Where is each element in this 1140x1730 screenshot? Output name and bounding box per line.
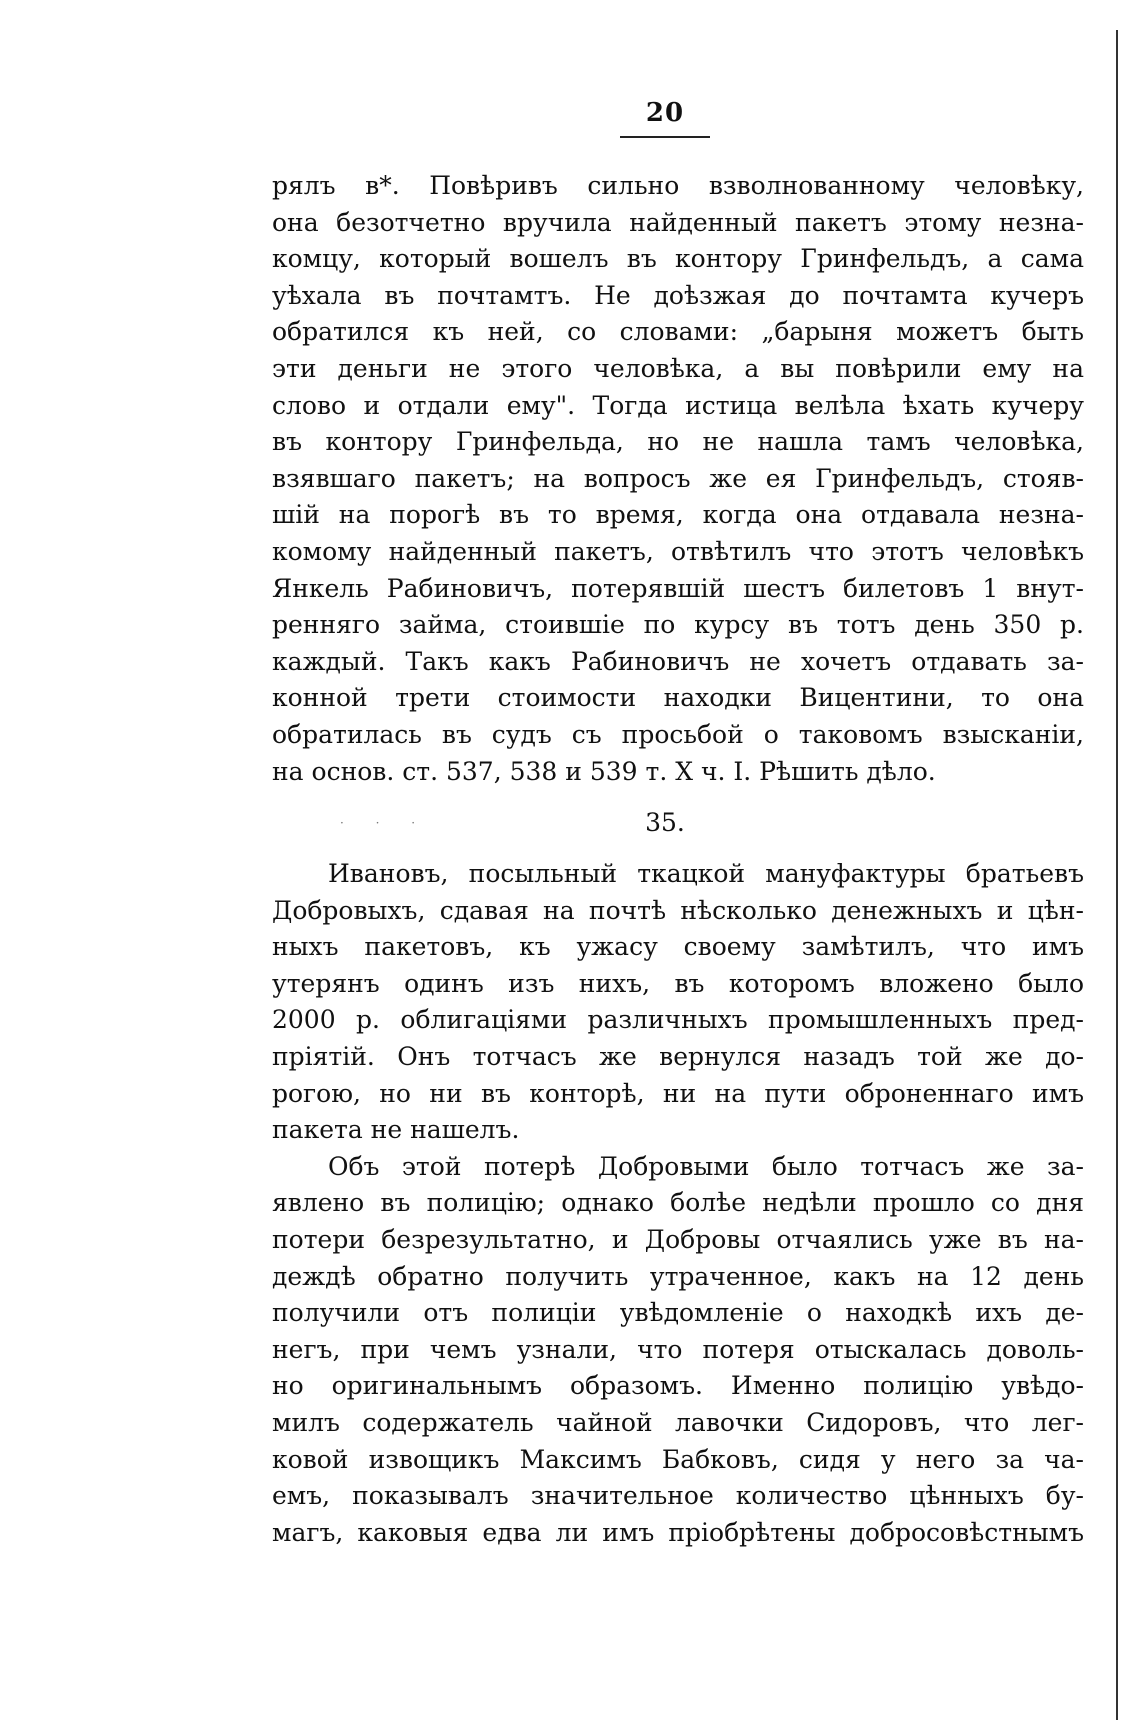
text-line: Янкель Рабиновичъ, потерявшій шестъ билетовъ 1 внут- (272, 573, 1084, 603)
text-line: негъ, при чемъ узнали, что потеря отыскалась доволь- (272, 1334, 1084, 1364)
text-line: Ивановъ, посыльный ткацкой мануфактуры братьевъ (328, 859, 1084, 888)
text-line: милъ содержатель чайной лавочки Сидоровъ, что лег- (272, 1407, 1084, 1437)
text-line: деждѣ обратно получить утраченное, какъ на 12 день (272, 1261, 1084, 1291)
text-line: ныхъ пакетовъ, къ ужасу своему замѣтилъ, что имъ (272, 932, 1084, 962)
text-line: шій на порогѣ въ то время, когда она отдавала незна- (272, 500, 1084, 530)
text-line: обратилась въ судъ съ просьбой о таковомъ взысканіи, (272, 719, 1084, 749)
text-line: обратился къ ней, со словами: „барыня можетъ быть (272, 317, 1084, 347)
text-line: ренняго займа, стоившіе по курсу въ тотъ день 350 р. (272, 610, 1084, 640)
section-35-body (272, 856, 1084, 1551)
page-edge-line (1116, 30, 1118, 1720)
text-line: каждый. Такъ какъ Рабиновичъ не хочетъ отдавать за- (272, 646, 1084, 676)
print-specks: · · · (340, 816, 430, 830)
section-35-paragraph-2 (272, 1149, 1084, 1552)
text-line: ковой извощикъ Максимъ Бабковъ, сидя у него за ча- (272, 1444, 1084, 1474)
text-line: она безотчетно вручила найденный пакетъ этому незна- (272, 207, 1084, 237)
text-line: взявшаго пакетъ; на вопросъ же ея Гринфельдъ, стояв- (272, 463, 1084, 493)
text-line: потери безрезультатно, и Добровы отчаялись уже въ на- (272, 1224, 1084, 1254)
section-35-paragraph-1 (272, 856, 1084, 1149)
text-line: слово и отдали ему". Тогда истица велѣла ѣхать кучеру (272, 390, 1084, 420)
page-number: 20 (645, 98, 685, 128)
text-line: эти деньги не этого человѣка, а вы повѣрили ему на (272, 353, 1084, 383)
text-line: въ контору Гринфельда, но не нашла тамъ человѣка, (272, 427, 1084, 457)
text-line: но оригинальнымъ образомъ. Именно полицію увѣдо- (272, 1371, 1084, 1401)
text-line: 2000 р. облигаціями различныхъ промышленныхъ пред- (272, 1005, 1084, 1035)
paragraph-continued (272, 168, 1084, 790)
text-line: Добровыхъ, сдавая на почтѣ нѣсколько денежныхъ и цѣн- (272, 895, 1084, 925)
text-line: получили отъ полиціи увѣдомленіе о находкѣ ихъ де- (272, 1298, 1084, 1328)
text-line: утерянъ одинъ изъ нихъ, въ которомъ вложено было (272, 968, 1084, 998)
text-line: пакета не нашелъ. (272, 1115, 520, 1145)
text-line: рялъ в*. Повѣривъ сильно взволнованному человѣку, (272, 171, 1084, 200)
text-line: явлено въ полицію; однако болѣе недѣли прошло со дня (272, 1188, 1084, 1218)
text-line: комцу, который вошелъ въ контору Гринфельдъ, а сама (272, 244, 1084, 274)
text-line: пріятій. Онъ тотчасъ же вернулся назадъ той же до- (272, 1041, 1084, 1071)
text-line: емъ, показывалъ значительное количество цѣнныхъ бу- (272, 1481, 1084, 1511)
text-line: конной трети стоимости находки Вицентини, то она (272, 683, 1084, 713)
text-line: магъ, каковыя едва ли имъ пріобрѣтены добросовѣстнымъ (272, 1517, 1084, 1547)
text-line: Объ этой потерѣ Добровыми было тотчасъ же за- (328, 1151, 1084, 1181)
text-line: комому найденный пакетъ, отвѣтилъ что этотъ человѣкъ (272, 536, 1084, 566)
text-line: уѣхала въ почтамтъ. Не доѣзжая до почтамта кучеръ (272, 280, 1084, 310)
text-line: рогою, но ни въ конторѣ, ни на пути оброненнаго имъ (272, 1078, 1084, 1108)
text-line: на основ. ст. 537, 538 и 539 т. X ч. I. Рѣшить дѣло. (272, 756, 936, 786)
page-number-rule (620, 136, 710, 138)
section-number: 35. (645, 808, 685, 837)
